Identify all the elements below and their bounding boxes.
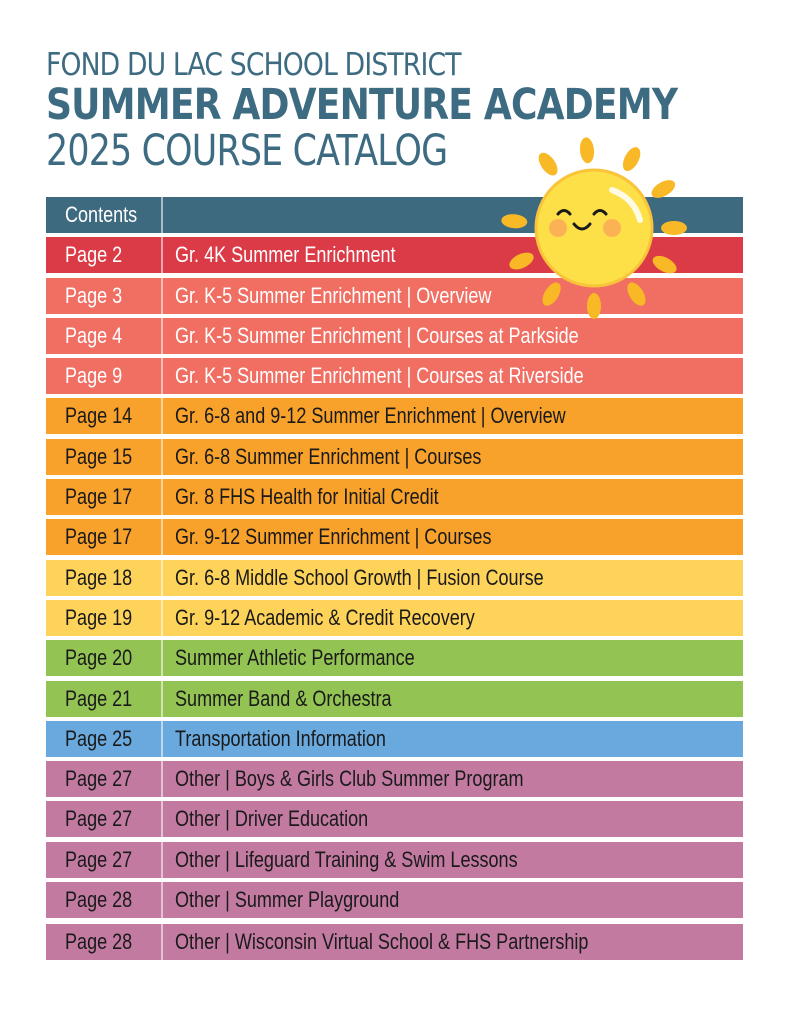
toc-row	[46, 842, 743, 878]
toc-row	[46, 721, 743, 757]
toc-row	[46, 924, 743, 960]
toc-section-title: Gr. K-5 Summer Enrichment | Courses at Parkside	[175, 322, 579, 348]
toc-page-number: Page 17	[46, 479, 163, 515]
sun-ray	[661, 221, 687, 235]
academy-name: SUMMER ADVENTURE ACADEMY	[46, 80, 678, 130]
sun-ray	[539, 279, 565, 308]
toc-section-title: Other | Driver Education	[175, 806, 369, 832]
toc-row	[46, 358, 743, 394]
sun-ray	[619, 144, 644, 174]
toc-row	[46, 439, 743, 475]
toc-row	[46, 640, 743, 676]
toc-row	[46, 801, 743, 837]
contents-heading: Contents	[46, 197, 163, 233]
toc-page-number: Page 28	[46, 924, 163, 960]
sun-ray	[649, 176, 679, 201]
sun-ray	[579, 137, 595, 164]
sun-ray	[535, 149, 561, 178]
toc-section-title: Gr. 9-12 Summer Enrichment | Courses	[175, 524, 492, 550]
toc-section-title: Other | Boys & Girls Club Summer Program	[175, 766, 524, 792]
toc-row	[46, 882, 743, 918]
toc-section-title: Other | Lifeguard Training & Swim Lessons	[175, 846, 518, 872]
toc-section-title: Gr. 4K Summer Enrichment	[175, 242, 396, 268]
toc-page-number: Page 27	[46, 761, 163, 797]
toc-section-title: Gr. 6-8 Middle School Growth | Fusion Course	[175, 564, 544, 590]
toc-page-number: Page 2	[46, 237, 163, 273]
catalog-year: 2025 COURSE CATALOG	[46, 126, 448, 176]
toc-page-number: Page 18	[46, 560, 163, 596]
toc-page-number: Page 9	[46, 358, 163, 394]
toc-page-number: Page 4	[46, 318, 163, 354]
toc-page-number: Page 15	[46, 439, 163, 475]
toc-row	[46, 681, 743, 717]
toc-section-title: Other | Wisconsin Virtual School & FHS Partnership	[175, 929, 589, 955]
toc-section-title: Other | Summer Playground	[175, 887, 400, 913]
toc-section-title: Gr. K-5 Summer Enrichment | Courses at Riverside	[175, 363, 584, 389]
toc-row	[46, 761, 743, 797]
toc-section-title: Gr. 6-8 and 9-12 Summer Enrichment | Overview	[175, 403, 566, 429]
toc-page-number: Page 3	[46, 278, 163, 314]
toc-page-number: Page 28	[46, 882, 163, 918]
toc-page-number: Page 27	[46, 801, 163, 837]
toc-section-title: Transportation Information	[175, 725, 386, 751]
toc-page-number: Page 21	[46, 681, 163, 717]
sun-ray	[624, 279, 650, 308]
toc-row	[46, 560, 743, 596]
sun-ray	[507, 249, 536, 273]
toc-page-number: Page 19	[46, 600, 163, 636]
toc-section-title: Gr. 8 FHS Health for Initial Credit	[175, 484, 439, 510]
toc-row	[46, 519, 743, 555]
toc-row	[46, 600, 743, 636]
toc-page-number: Page 25	[46, 721, 163, 757]
toc-page-number: Page 14	[46, 398, 163, 434]
toc-page-number: Page 20	[46, 640, 163, 676]
sun-ray	[650, 252, 680, 277]
smiling-sun-icon	[494, 128, 704, 328]
toc-section-title: Summer Athletic Performance	[175, 645, 415, 671]
sun-ray	[587, 293, 601, 319]
toc-page-number: Page 17	[46, 519, 163, 555]
toc-section-title: Gr. 9-12 Academic & Credit Recovery	[175, 604, 475, 630]
district-name: FOND DU LAC SCHOOL DISTRICT	[46, 47, 461, 83]
toc-section-title: Gr. K-5 Summer Enrichment | Overview	[175, 282, 492, 308]
sun-ray	[501, 213, 528, 229]
toc-section-title: Gr. 6-8 Summer Enrichment | Courses	[175, 443, 482, 469]
toc-section-title: Summer Band & Orchestra	[175, 685, 392, 711]
toc-row	[46, 479, 743, 515]
toc-row	[46, 398, 743, 434]
toc-page-number: Page 27	[46, 842, 163, 878]
